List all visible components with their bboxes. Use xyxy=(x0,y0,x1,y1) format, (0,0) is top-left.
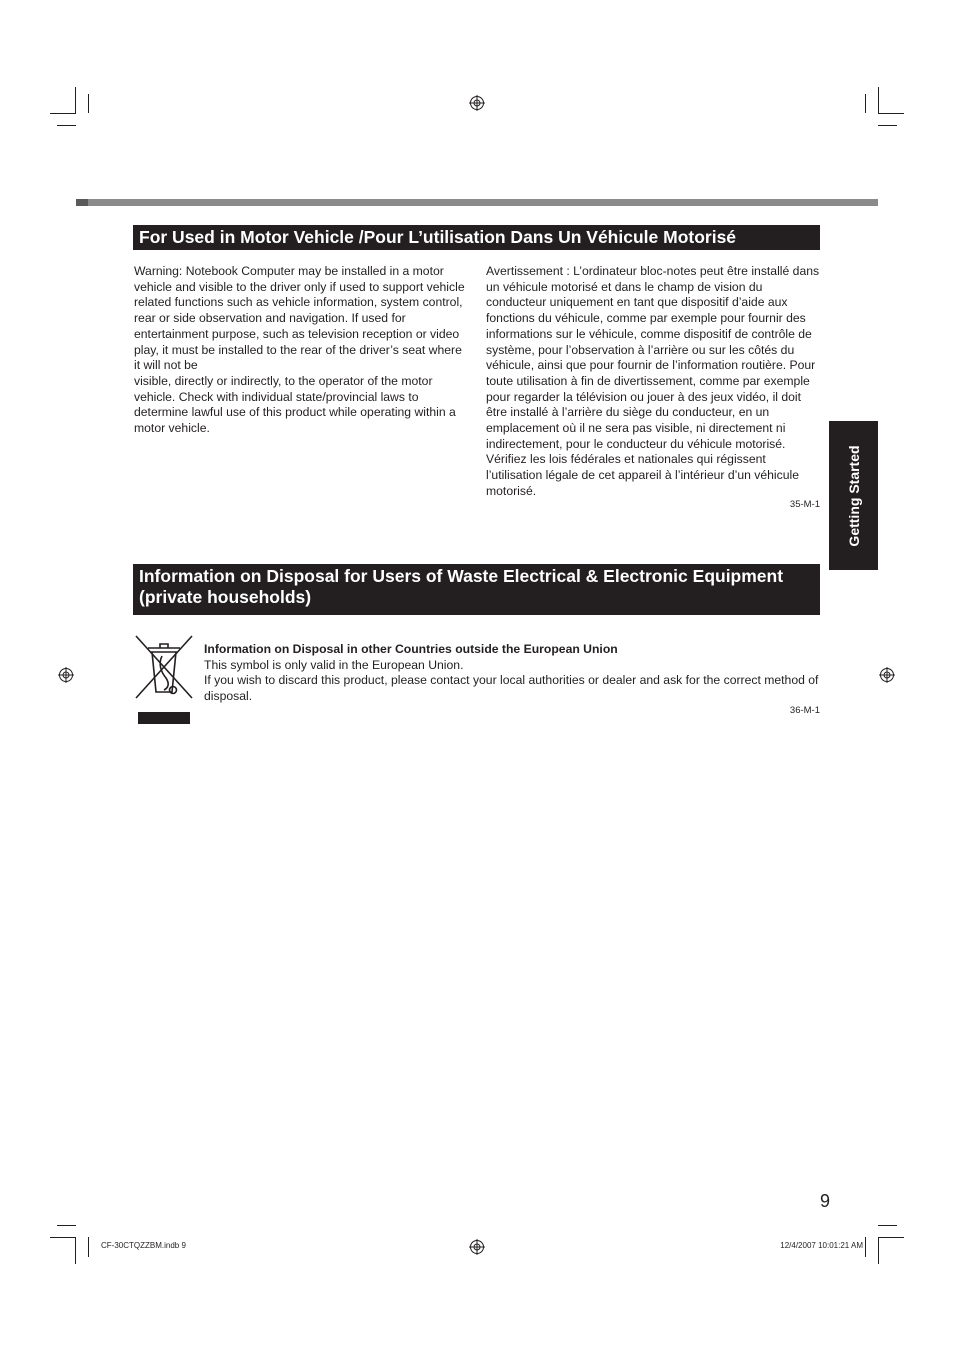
footer-file-name: CF-30CTQZZBM.indb 9 xyxy=(101,1241,186,1250)
section-heading-disposal xyxy=(133,564,820,615)
french-warning-paragraph: Avertissement : L’ordinateur bloc-notes peut être installé dans un véhicule motorisé et dans le champ de vision du conducteur uniquement en tant que dispositif d’aide aux fonctions du véhicule, comme par exemple pour fournir des informations sur le véhicule, comme dispositif de contrôle de système, pour l’observation à l’arrière ou sur les côtés du véhicule, ainsi que pour fournir de l’information routière. Pour toute utilisation à fin de divertissement, comme par exemple pour regarder la télévision ou jouer à des jeux vidéo, il doit être installé à l’arrière du siège du conducteur, en un emplacement où il ne sera pas visible, ni directement ni indirectement, pour le conducteur du véhicule motorisé. Vérifiez les lois fédérales et nationales qui régissent l’utilisation légale de cet appareil à l’intérieur d’un véhicule motorisé. xyxy=(486,264,820,498)
page-number: 9 xyxy=(820,1191,831,1211)
section-heading-line: (private households) xyxy=(139,587,312,607)
side-tab xyxy=(829,421,878,570)
disposal-subtitle: Information on Disposal in other Countries outside the European Union xyxy=(204,642,618,656)
disposal-line: If you wish to discard this product, please contact your local authorities or dealer and ask for the correct method of disposal. xyxy=(204,673,819,704)
registration-mark-icon xyxy=(469,1239,485,1255)
reference-code: 35-M-1 xyxy=(789,499,820,510)
section-heading-line: Information on Disposal for Users of Waste Electrical & Electronic Equipment xyxy=(139,566,784,586)
top-rule xyxy=(76,199,878,206)
english-warning-column xyxy=(134,264,469,437)
english-warning-paragraph: Warning: Notebook Computer may be installed in a motor vehicle and visible to the driver only if used to support vehicle related functions such as vehicle information, system control, rear or side observation and navigation. If used for entertainment purpose, such as television reception or video play, it must be installed to the rear of the driver’s seat where it will not be xyxy=(134,264,465,373)
registration-mark-icon xyxy=(469,95,485,111)
english-warning-paragraph: visible, directly or indirectly, to the operator of the motor vehicle. Check with individual state/provincial laws to determine lawful use of this product while operating within a motor vehicle. xyxy=(134,373,456,436)
reference-code: 36-M-1 xyxy=(789,705,820,716)
disposal-info xyxy=(204,642,820,705)
registration-mark-icon xyxy=(58,667,74,683)
side-tab-label: Getting Started xyxy=(845,444,862,547)
disposal-line: This symbol is only valid in the European Union. xyxy=(204,657,464,672)
section-heading-motor-vehicle: For Used in Motor Vehicle /Pour L’utilisation Dans Un Véhicule Motorisé xyxy=(133,225,820,250)
registration-mark-icon xyxy=(879,667,895,683)
french-warning-column xyxy=(486,264,822,500)
footer-timestamp: 12/4/2007 10:01:21 AM xyxy=(780,1241,863,1250)
crossed-out-wheelie-bin-icon xyxy=(134,634,194,726)
